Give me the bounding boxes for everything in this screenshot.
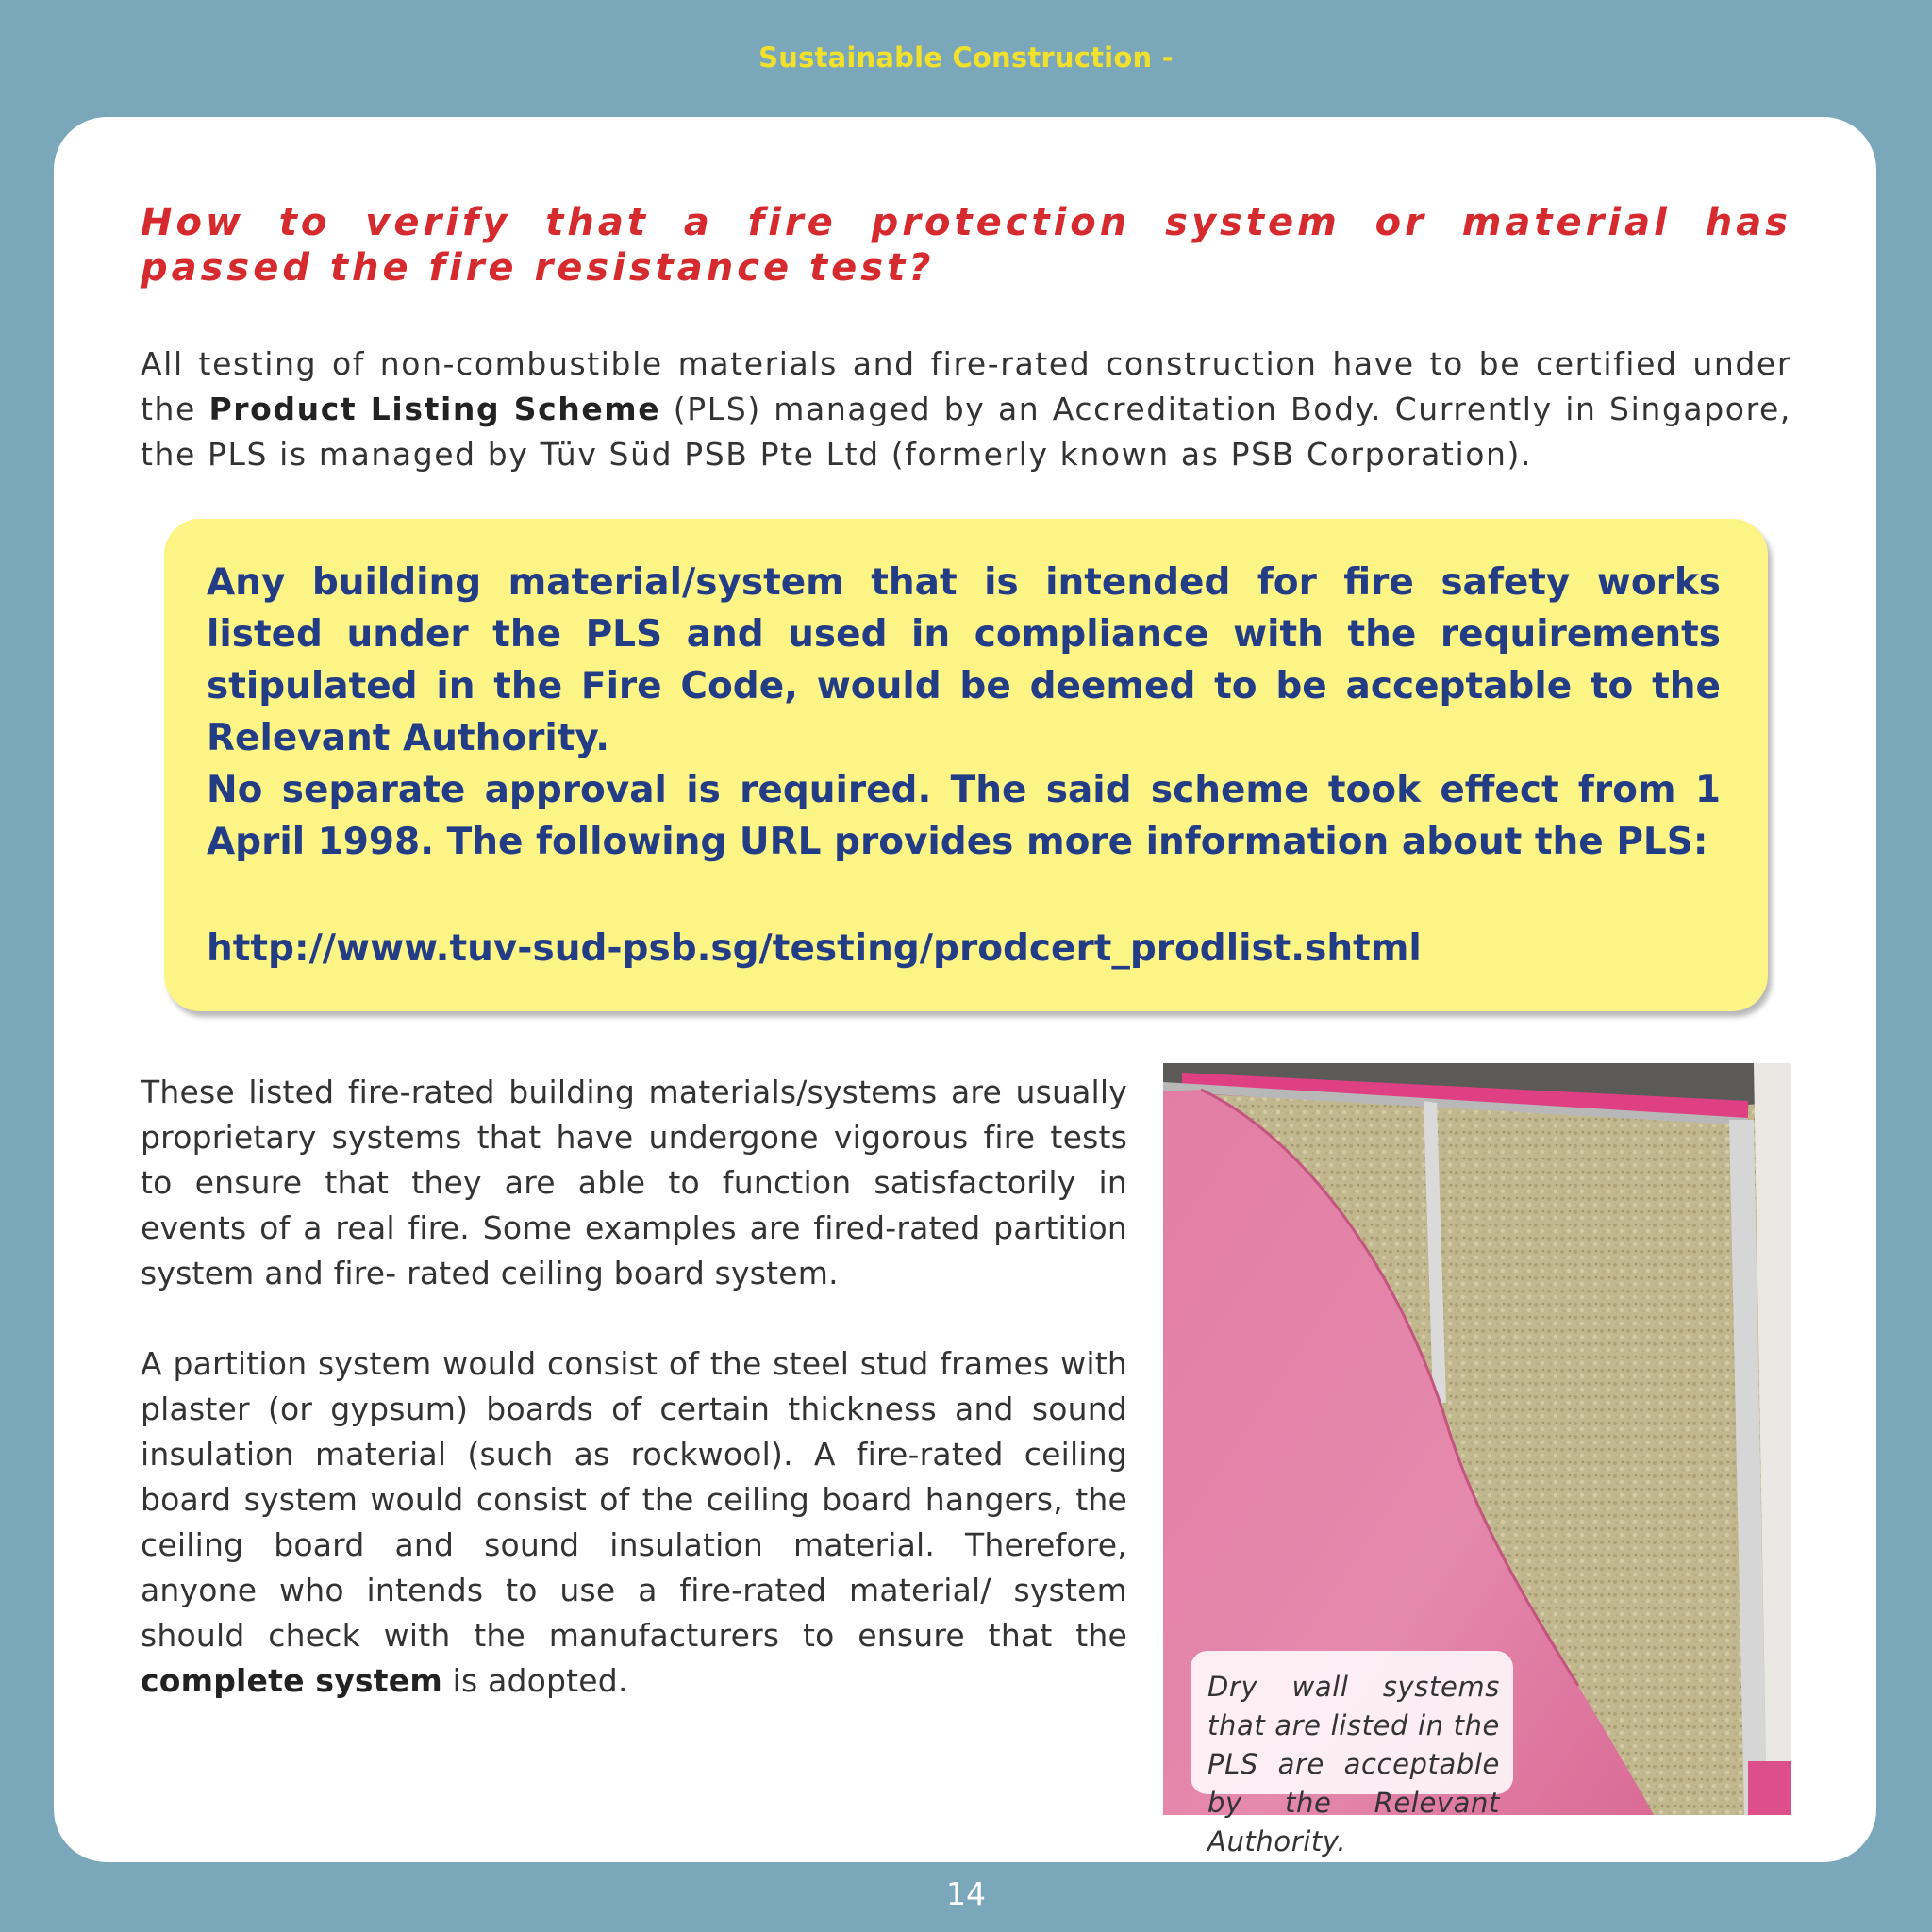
intro-text-end: (PLS) managed by an Accreditation Body. Currently in Singapore, the PLS is managed by Tüv Süd PSB Pte Ltd (formerly known as PSB Corporation). bbox=[141, 391, 1792, 473]
product-listing-scheme-term: Product Listing Scheme bbox=[208, 391, 661, 427]
photo-caption bbox=[1191, 1651, 1513, 1857]
callout-acceptance-paragraph: Any building material/system that is intended for fire safety works listed under the PLS and used in compliance with the requirements stipulated in the Fire Code, would be deemed to be acceptable to the Relevant Authority. bbox=[207, 561, 1721, 759]
intro-paragraph bbox=[141, 341, 1791, 477]
listed-systems-paragraph: These listed fire-rated building materials/systems are usually proprietary systems that have undergone vigorous fire tests to ensure that they are able to function satisfactorily in events of a real fire. Some examples are fired-rated partition system and fire- rated ceiling board system. bbox=[141, 1074, 1127, 1291]
drywall-photo bbox=[1163, 1063, 1791, 1857]
page-number: 14 bbox=[946, 1875, 986, 1912]
callout-approval-paragraph: No separate approval is required. The said scheme took effect from 1 April 1998. The following URL provides more information about the PLS: bbox=[207, 769, 1721, 863]
photo-caption-text: Dry wall systems that are listed in the PLS are acceptable by the Relevant Authority. bbox=[1208, 1671, 1500, 1857]
section-question-heading: How to verify that a fire protection system or material has passed the fire resistance test? bbox=[141, 201, 1791, 290]
running-header: Sustainable Construction - bbox=[758, 42, 1174, 74]
intro-text-start: All testing of non-combustible materials and fire-rated construction have to be certified under the bbox=[141, 345, 1791, 427]
partition-system-paragraph bbox=[141, 1341, 1127, 1704]
pls-callout-box bbox=[164, 519, 1768, 1011]
partition-text-start: A partition system would consist of the steel stud frames with plaster (or gypsum) boards of certain thickness and sound insulation material (such as rockwool). A fire-rated ceiling board system would consist of the ceiling board hangers, the ceiling board and sound insulation material. Therefore, anyone who intends to use a fire-rated material/ system should check with the manufacturers to ensure that the bbox=[141, 1345, 1127, 1654]
pls-url-link[interactable]: http://www.tuv-sud-psb.sg/testing/prodcert_prodlist.shtml bbox=[207, 927, 1422, 970]
partition-text-end: is adopted. bbox=[441, 1662, 628, 1699]
complete-system-term: complete system bbox=[141, 1662, 442, 1699]
bottom-pink-track bbox=[1748, 1761, 1791, 1815]
page-card bbox=[54, 117, 1876, 1862]
